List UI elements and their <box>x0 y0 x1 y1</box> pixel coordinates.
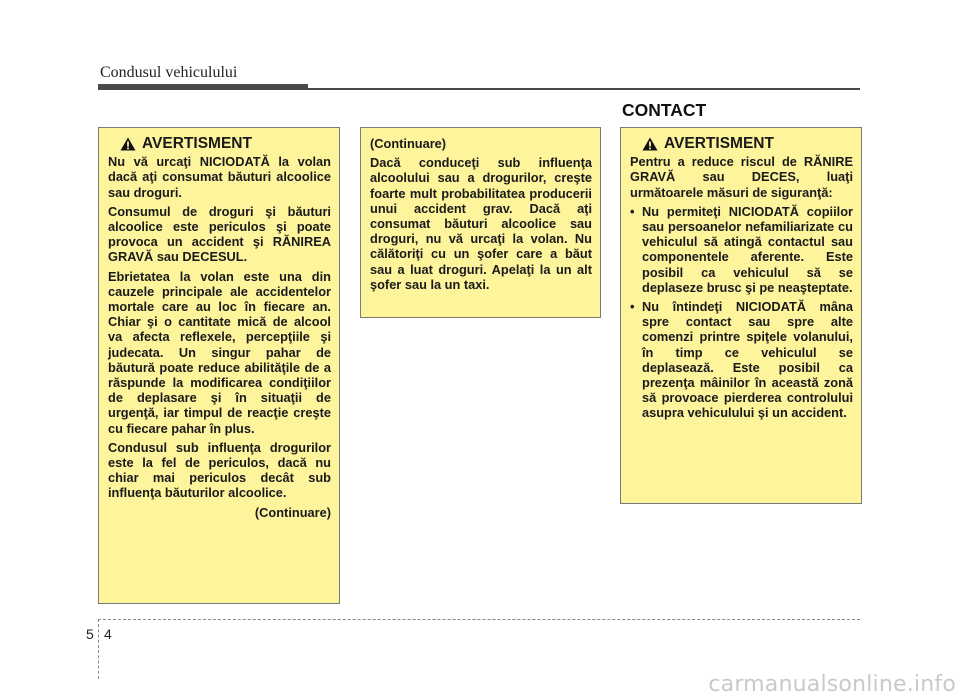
footer-rule <box>98 619 860 620</box>
warning-title: AVERTISMENT <box>142 135 252 152</box>
warning-intro: Pentru a reduce riscul de RĂNIRE GRAVĂ sau DECES, luaţi următoarele măsuri de siguranţă: <box>630 154 853 200</box>
bullet-symbol: • <box>630 203 635 219</box>
warning-paragraph: Ebrietatea la volan este una din cauzele principale ale accidentelor mortale care au loc în fiecare an. Chiar şi o cantitate mică de alcool va afecta reflexele, percepţiile şi judecata. Un singur pahar de băutură poate reduce abilităţile de a răspunde la modificarea condiţiilor de deplasare şi în situaţii de urgenţă, iar timpul de reacţie creşte cu fiecare pahar în plus. <box>108 268 331 436</box>
warning-box-ignition <box>620 127 862 504</box>
warning-header <box>642 136 853 151</box>
warning-header <box>120 136 331 151</box>
warning-box-continued <box>360 127 601 318</box>
list-item-text: Nu permiteţi NICIODATĂ copiilor sau persoanelor nefamiliarizate cu vehiculul să atingă contactul sau componentele aferente. Este posibil ca vehiculul să se deplaseze brusc şi pe neaşteptate. <box>642 203 853 295</box>
warning-paragraph: Nu vă urcaţi NICIODATĂ la volan dacă aţi consumat băuturi alcoolice sau droguri. <box>108 154 331 200</box>
bullet-symbol: • <box>630 299 635 315</box>
warning-paragraph: Consumul de droguri şi băuturi alcoolice este periculos şi poate provoca un accident şi RĂNIREA GRAVĂ sau DECESUL. <box>108 203 331 265</box>
running-header: Condusul vehiculului <box>100 64 238 81</box>
continued-label: (Continuare) <box>254 504 331 520</box>
warning-triangle-icon <box>120 137 136 151</box>
section-heading: CONTACT <box>622 100 707 120</box>
chapter-number: 5 <box>86 626 94 642</box>
page-number: 4 <box>104 626 112 642</box>
warning-paragraph: Dacă conduceţi sub influenţa alcoolului sau a drogurilor, creşte foarte mult probabilitatea producerii unui accident grav. Dacă aţi consumat băuturi alcoolice sau droguri, nu vă urcaţi la volan. Nu călătoriţi cu un şofer care a băut sau a luat droguri. Apelaţi la un alt şofer sau la un taxi. <box>370 155 592 292</box>
header-rule-thin <box>98 88 860 90</box>
warning-title: AVERTISMENT <box>664 135 774 152</box>
warning-triangle-icon <box>642 137 658 151</box>
warning-paragraph: Condusul sub influenţa drogurilor este la fel de periculos, dacă nu chiar mai periculos decât sub influenţa băuturilor alcoolice. <box>108 439 331 501</box>
list-item <box>630 204 853 295</box>
watermark: carmanualsonline.info <box>708 672 956 697</box>
continued-label: (Continuare) <box>370 136 447 151</box>
list-item <box>630 299 853 421</box>
footer-divider <box>98 619 99 679</box>
list-item-text: Nu întindeţi NICIODATĂ mâna spre contact sau spre alte comenzi printre spiţele volanului, în timp ce vehiculul se deplasează. Este posibil ca prezenţa mâinilor în această zonă să provoace pierderea controlului asupra vehiculului şi un accident. <box>642 299 853 421</box>
warning-box-alcohol <box>98 127 340 604</box>
